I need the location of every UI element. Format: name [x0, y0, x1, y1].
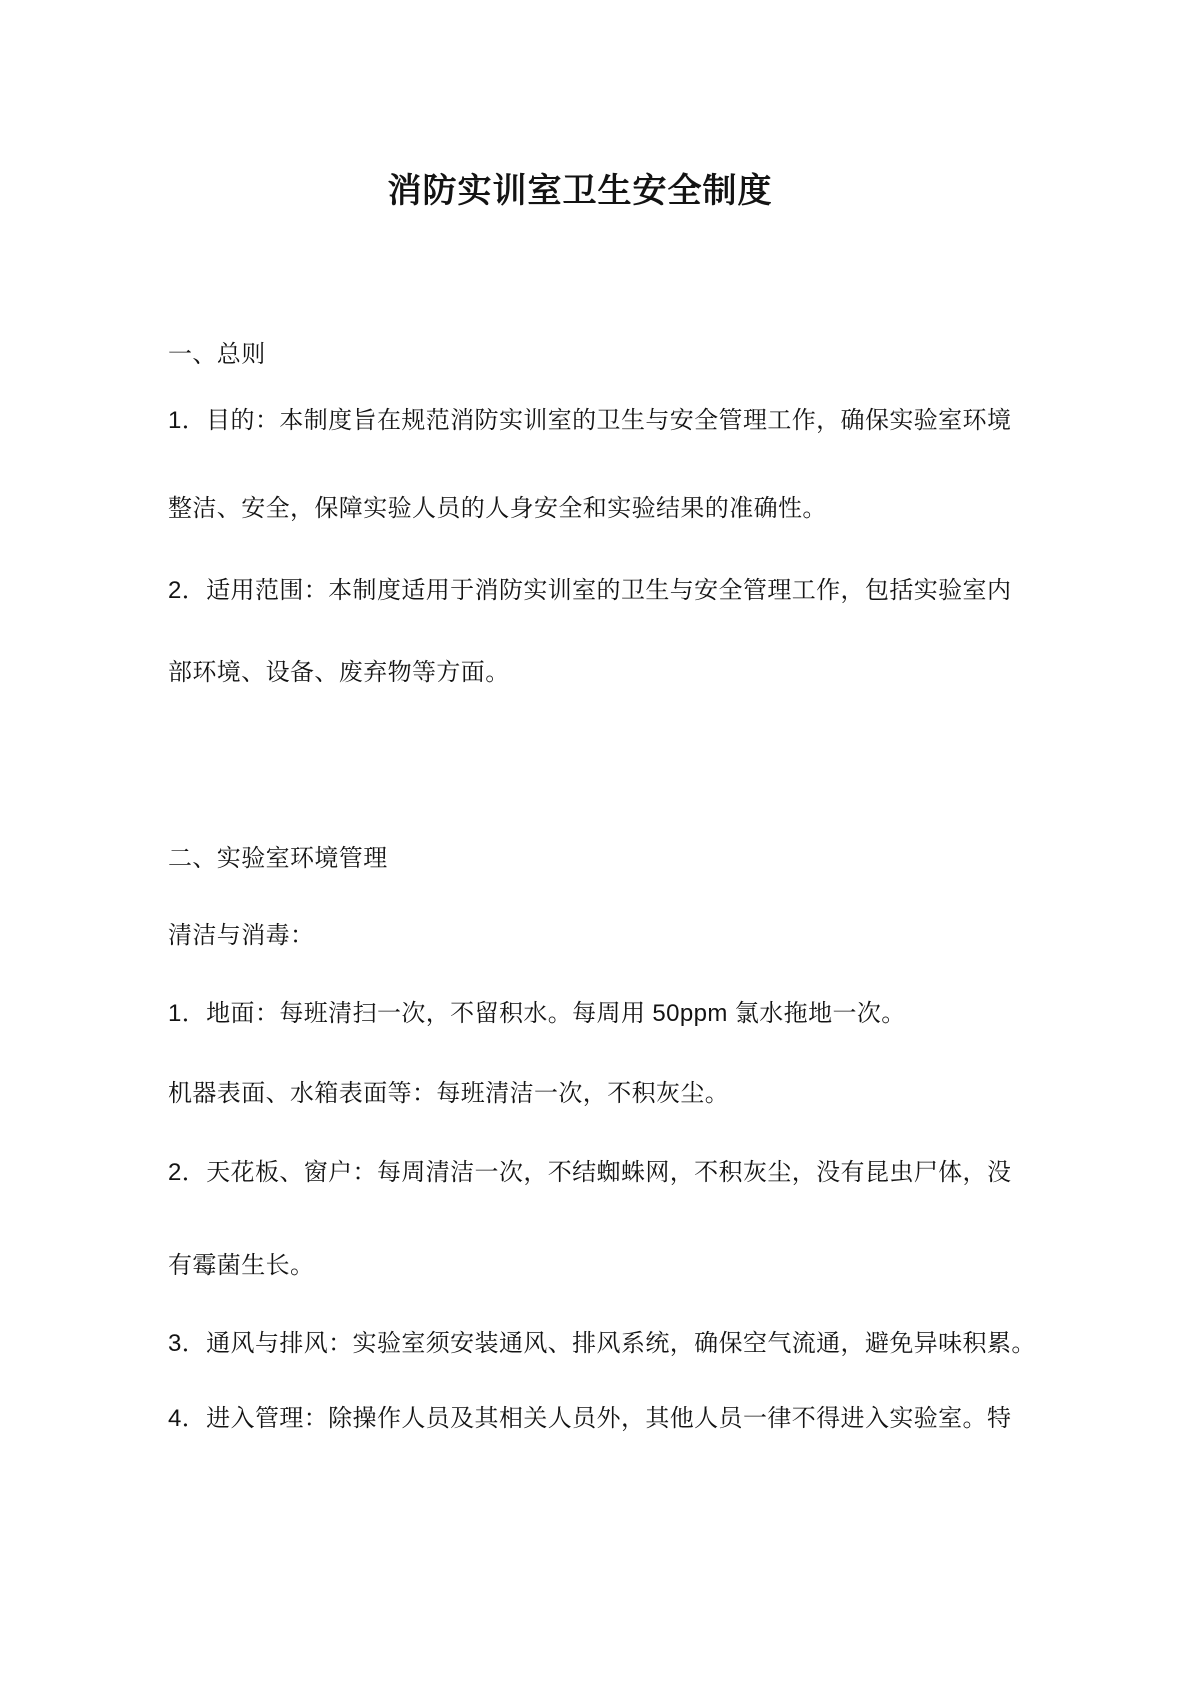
section-2-para-5-line-1: 3．通风与排风：实验室须安装通风、排风系统，确保空气流通，避免异味积累。 — [168, 1330, 1036, 1357]
section-2-heading: 二、实验室环境管理 — [168, 845, 388, 872]
section-1-para-1-line-1: 1．目的：本制度旨在规范消防实训室的卫生与安全管理工作，确保实验室环境 — [168, 407, 1012, 434]
section-2-para-6-line-1: 4．进入管理：除操作人员及其相关人员外，其他人员一律不得进入实验室。特 — [168, 1405, 1012, 1432]
section-1-para-2-line-2: 部环境、设备、废弃物等方面。 — [168, 659, 510, 686]
section-1-para-1-line-2: 整洁、安全，保障实验人员的人身安全和实验结果的准确性。 — [168, 495, 827, 522]
section-2-para-4-line-2: 有霉菌生长。 — [168, 1252, 315, 1279]
section-2-para-2-line-1: 1．地面：每班清扫一次，不留积水。每周用 50ppm 氯水拖地一次。 — [168, 1000, 906, 1027]
section-2-para-4-line-1: 2．天花板、窗户：每周清洁一次，不结蜘蛛网，不积灰尘，没有昆虫尸体，没 — [168, 1159, 1012, 1186]
doc-title: 消防实训室卫生安全制度 — [387, 172, 773, 210]
section-2-para-1-line-1: 清洁与消毒： — [168, 922, 315, 949]
section-1-para-2-line-1: 2．适用范围：本制度适用于消防实训室的卫生与安全管理工作，包括实验室内 — [168, 577, 1012, 604]
section-1-heading: 一、总则 — [168, 341, 266, 368]
section-2-para-3-line-1: 机器表面、水箱表面等：每班清洁一次，不积灰尘。 — [168, 1080, 730, 1107]
